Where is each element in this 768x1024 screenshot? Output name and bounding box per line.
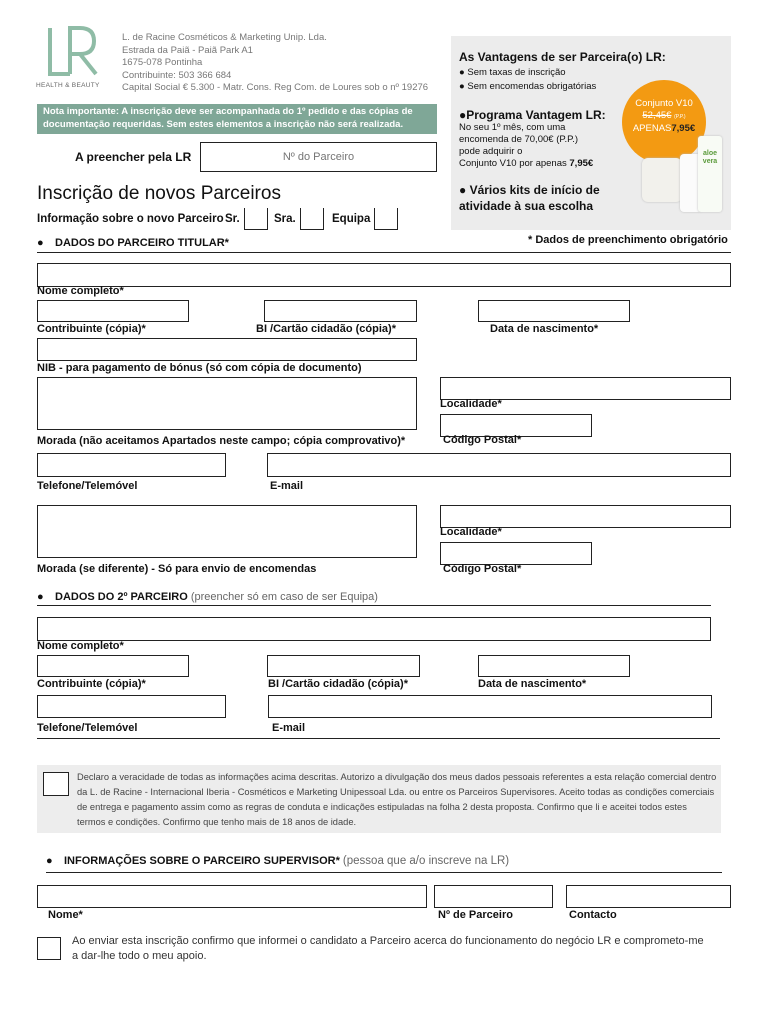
locality2-input[interactable]	[440, 505, 731, 528]
program-line: pode adquirir o	[459, 146, 523, 157]
program-text	[459, 122, 593, 170]
phone-input[interactable]	[37, 453, 226, 477]
partner-number-input[interactable]	[200, 142, 437, 172]
second-birthdate-label: Data de nascimento*	[478, 678, 587, 690]
section-titular	[37, 237, 229, 249]
nib-label: NIB - para pagamento de bónus (só com cópia de documento)	[37, 362, 362, 374]
company-name: L. de Racine Cosméticos & Marketing Unip. Lda.	[122, 32, 327, 43]
required-note: * Dados de preenchimento obrigatório	[528, 234, 728, 246]
program-line: encomenda de 70,00€ (P.P.)	[459, 134, 579, 145]
equipa-checkbox[interactable]	[374, 208, 398, 230]
product-jar-icon	[642, 158, 682, 202]
locality2-label: Localidade*	[440, 526, 502, 538]
section-second	[37, 591, 378, 603]
sr-label: Sr.	[225, 213, 240, 225]
declaration-text: Declaro a veracidade de todas as informações acima descritas. Autorizo a divulgação dos meus dados pessoais referentes a esta relação comercial dentro da L. de Racine - Internacional Iberia - Cosméticos e Marketing Unipessoal Lda. ou entre os Parceiros Supervisores. Aceito todas as condições comerciais de entrega e pagamento assim como as regras de conduta e indicações estipuladas na folha 2 desta proposta. Confirmo que li e aceitei todos estes termos e condições. Confirmo que tenho mais de 18 anos de idade.	[77, 772, 717, 827]
kits-text: ● Vários kits de início de atividade à sua escolha	[459, 183, 600, 213]
program-last: Conjunto V10 por apenas	[459, 158, 570, 169]
company-postcode: 1675-078 Pontinha	[122, 57, 203, 68]
bi-label: BI /Cartão cidadão (cópia)*	[256, 323, 396, 335]
program-line	[459, 158, 593, 170]
bi-input[interactable]	[264, 300, 417, 322]
info-label: Informação sobre o novo Parceiro	[37, 213, 224, 225]
divider	[37, 252, 731, 253]
postcode-label: Código Postal*	[443, 434, 522, 446]
logo-tagline: HEALTH & BEAUTY	[36, 82, 100, 89]
important-note: Nota importante: A inscrição deve ser acompanhada do 1º pedido e das cópias de documentação requeridas. Sem estes elementos a inscrição não será realizada.	[37, 104, 437, 134]
company-info	[122, 32, 428, 95]
bullet-icon: ●	[37, 237, 44, 249]
postcode2-input[interactable]	[440, 542, 592, 565]
divider	[37, 605, 711, 606]
email-label: E-mail	[270, 480, 304, 492]
offer-pp: (P.P.)	[674, 114, 686, 120]
program-price: 7,95€	[569, 158, 594, 169]
supervisor-confirm-text: Ao enviar esta inscrição confirmo que informei o candidato a Parceiro acerca do funcionamento do negócio LR e comprometo-me a dar-lhe todo o meu apoio.	[72, 935, 704, 962]
second-bi-input[interactable]	[267, 655, 420, 677]
second-email-input[interactable]	[268, 695, 712, 718]
advantage-item: ● Sem taxas de inscrição	[459, 67, 566, 78]
second-email-label: E-mail	[272, 722, 306, 734]
offer-title: Conjunto V10	[635, 98, 693, 109]
full-name-input[interactable]	[37, 263, 731, 287]
supervisor-name-label: Nome*	[48, 909, 83, 921]
address-input[interactable]	[37, 377, 417, 430]
section-supervisor	[46, 855, 509, 867]
birthdate-label: Data de nascimento*	[490, 323, 599, 335]
second-phone-input[interactable]	[37, 695, 226, 718]
supervisor-confirm-checkbox[interactable]	[37, 937, 61, 960]
address-label: Morada (não aceitamos Apartados neste campo; cópia comprovativo)*	[37, 435, 406, 447]
phone-label: Telefone/Telemóvel	[37, 480, 138, 492]
birthdate-input[interactable]	[478, 300, 630, 322]
offer-apenas: APENAS	[632, 123, 672, 134]
address2-input[interactable]	[37, 505, 417, 558]
section-titular-label: DADOS DO PARCEIRO TITULAR*	[55, 237, 229, 249]
supervisor-number-label: Nº de Parceiro	[438, 909, 513, 921]
product-tube-icon	[698, 136, 722, 212]
bullet-icon: ●	[37, 591, 44, 603]
postcode2-label: Código Postal*	[443, 563, 522, 575]
declaration-checkbox[interactable]	[43, 772, 69, 796]
lr-logo	[36, 24, 116, 94]
divider	[37, 738, 720, 739]
company-capital: Capital Social € 5.300 - Matr. Cons. Reg Com. de Loures sob o nº 19276	[122, 82, 429, 93]
sra-label: Sra.	[274, 213, 296, 225]
email-input[interactable]	[267, 453, 731, 477]
second-phone-label: Telefone/Telemóvel	[37, 722, 138, 734]
advantage-item: ● Sem encomendas obrigatórias	[459, 81, 597, 92]
company-nif: Contribuinte: 503 366 684	[122, 69, 232, 81]
supervisor-contact-input[interactable]	[566, 885, 731, 908]
offer-old	[622, 110, 706, 123]
second-contribuinte-input[interactable]	[37, 655, 189, 677]
offer-old-price: 52,45€	[642, 110, 672, 121]
divider	[46, 872, 722, 873]
section-supervisor-label: INFORMAÇÕES SOBRE O PARCEIRO SUPERVISOR*	[64, 855, 340, 867]
full-name-label: Nome completo*	[37, 285, 124, 297]
second-full-name-input[interactable]	[37, 617, 711, 641]
equipa-label: Equipa	[332, 213, 371, 225]
second-full-name-label: Nome completo*	[37, 640, 124, 652]
product-label: aloe vera	[702, 150, 718, 165]
locality-label: Localidade*	[440, 398, 502, 410]
fill-lr-label: A preencher pela LR	[75, 150, 192, 164]
product-image	[640, 134, 724, 214]
supervisor-number-input[interactable]	[434, 885, 553, 908]
contribuinte-input[interactable]	[37, 300, 189, 322]
section-second-label: DADOS DO 2º PARCEIRO	[55, 591, 188, 603]
lr-logo-icon	[36, 24, 116, 84]
locality-input[interactable]	[440, 377, 731, 400]
advantages-title: As Vantagens de ser Parceira(o) LR:	[459, 50, 666, 64]
sr-checkbox[interactable]	[244, 208, 268, 230]
program-title: ●Programa Vantagem LR:	[459, 108, 606, 122]
company-address: Estrada da Paiã - Paiã Park A1	[122, 44, 253, 56]
section-second-note: (preencher só em caso de ser Equipa)	[190, 591, 378, 603]
second-contribuinte-label: Contribuinte (cópia)*	[37, 678, 146, 690]
second-bi-label: BI /Cartão cidadão (cópia)*	[268, 678, 408, 690]
sra-checkbox[interactable]	[300, 208, 324, 230]
offer-new-price: 7,95€	[671, 123, 696, 134]
section-supervisor-note: (pessoa que a/o inscreve na LR)	[342, 855, 510, 867]
address2-label: Morada (se diferente) - Só para envio de encomendas	[37, 563, 317, 575]
supervisor-contact-label: Contacto	[569, 909, 617, 921]
bullet-icon: ●	[46, 855, 53, 867]
second-birthdate-input[interactable]	[478, 655, 630, 677]
contribuinte-label: Contribuinte (cópia)*	[37, 323, 146, 335]
supervisor-name-input[interactable]	[37, 885, 427, 908]
page-title: Inscrição de novos Parceiros	[37, 183, 281, 204]
nib-input[interactable]	[37, 338, 417, 361]
program-line: No seu 1º mês, com uma	[459, 122, 566, 133]
